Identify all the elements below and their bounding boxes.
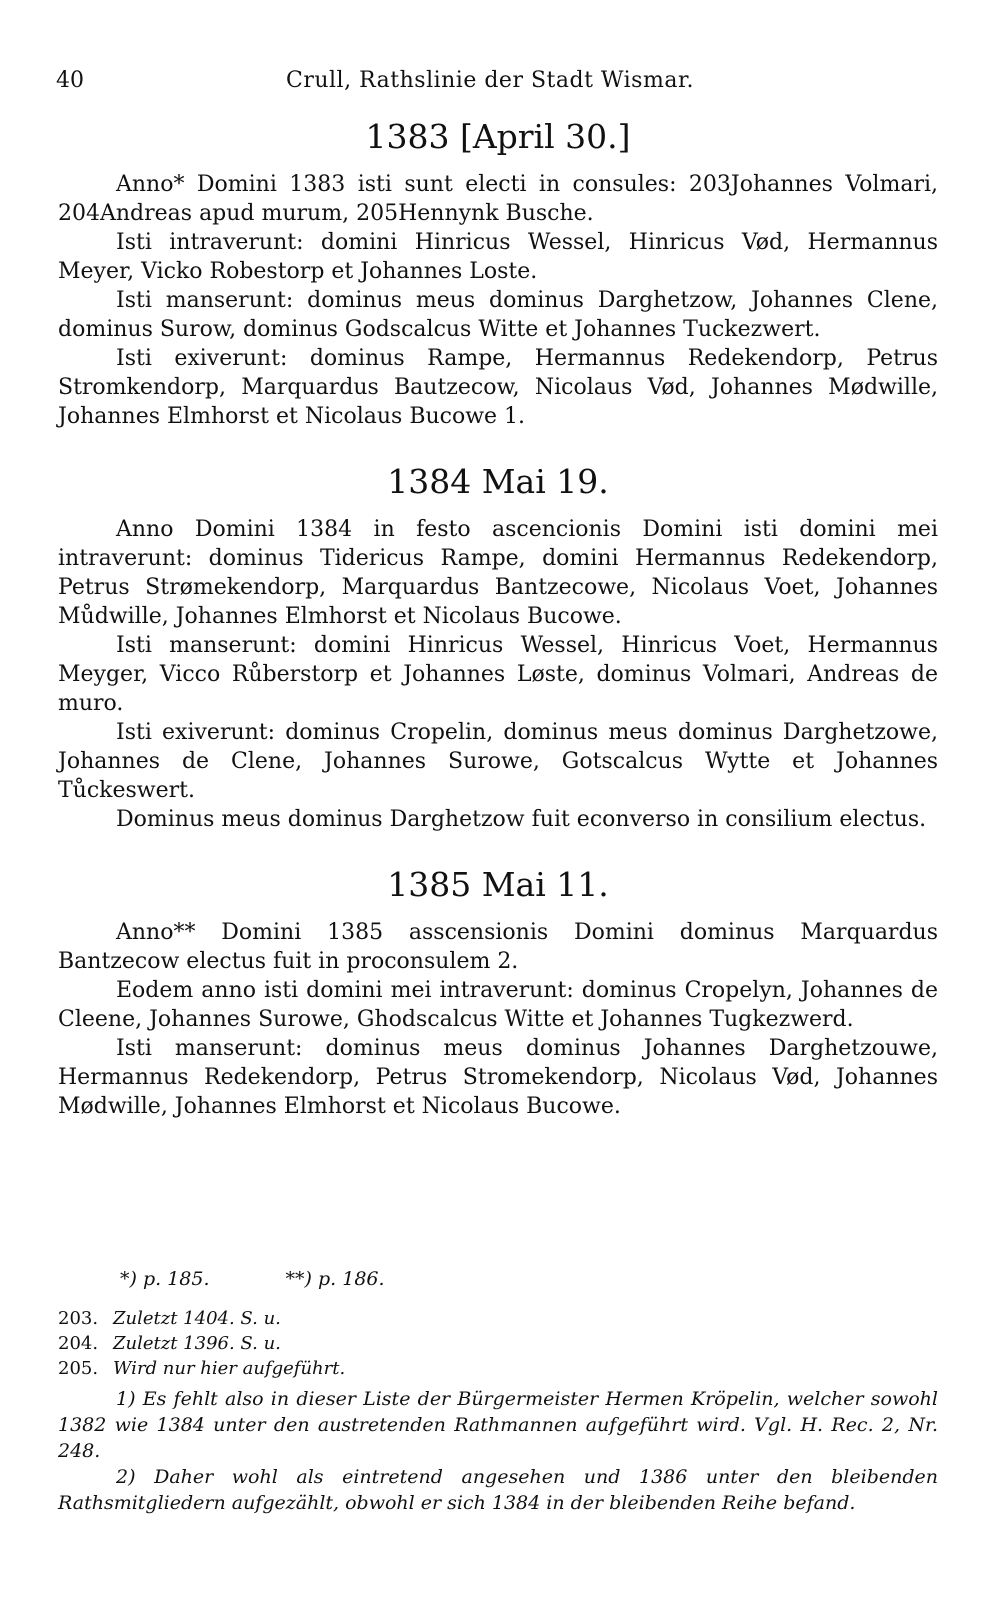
section-heading: 1383 [April 30.] <box>365 117 631 156</box>
note-text: Zuletzt 1404. S. u. <box>113 1308 281 1329</box>
note-number: 204. <box>58 1333 99 1354</box>
page-reference-note: **) p. 186. <box>285 1268 385 1290</box>
paragraph: Anno* Domini 1383 isti sunt electi in consules: 203Johannes Volmari, 204Andreas apud murum, 205Hennynk Busche. <box>58 172 938 226</box>
numbered-note <box>58 1306 345 1331</box>
page-reference-notes <box>120 1268 455 1290</box>
paragraph: Isti intraverunt: domini Hinricus Wessel, Hinricus Vød, Hermannus Meyer, Vicko Robestorp et Johannes Loste. <box>58 230 938 284</box>
paragraph: Isti manserunt: dominus meus dominus Darghetzow, Johannes Clene, dominus Surow, dominus Godscalcus Witte et Johannes Tuckezwert. <box>58 288 938 342</box>
page-number: 40 <box>56 68 84 93</box>
note-text: Zuletzt 1396. S. u. <box>113 1333 281 1354</box>
numbered-note <box>58 1356 345 1381</box>
section-heading: 1385 Mai 11. <box>387 865 609 904</box>
section-1385 <box>58 864 938 1121</box>
paragraph: Isti exiverunt: dominus Rampe, Hermannus Redekendorp, Petrus Stromkendorp, Marquardus Bautzecow, Nicolaus Vød, Johannes Mødwille, Johannes Elmhorst et Nicolaus Bucowe 1. <box>58 346 938 429</box>
paragraph: Anno** Domini 1385 asscensionis Domini dominus Marquardus Bantzecow electus fuit in proconsulem 2. <box>58 920 938 974</box>
paragraph: Eodem anno isti domini mei intraverunt: dominus Cropelyn, Johannes de Cleene, Johannes Surowe, Ghodscalcus Witte et Johannes Tugkezwerd. <box>58 978 938 1032</box>
numbered-notes <box>58 1306 345 1381</box>
numbered-note <box>58 1331 345 1356</box>
paragraph: Anno Domini 1384 in festo ascencionis Domini isti domini mei intraverunt: dominus Tidericus Rampe, domini Hermannus Redekendorp, Petrus Strømekendorp, Marquardus Bantzecowe, Nicolaus Voet, Johannes Můdwille, Johannes Elmhorst et Nicolaus Bucowe. <box>58 517 938 629</box>
footnotes <box>58 1386 938 1516</box>
footnote: 1) Es fehlt also in dieser Liste der Bürgermeister Hermen Kröpelin, welcher sowohl 1382 wie 1384 unter den austretenden Rathmannen aufgeführt wird. Vgl. H. Rec. 2, Nr. 248. <box>58 1388 938 1462</box>
main-text <box>58 116 938 1151</box>
section-1383 <box>58 116 938 431</box>
section-heading: 1384 Mai 19. <box>387 462 609 501</box>
note-number: 205. <box>58 1358 99 1379</box>
running-title: Crull, Rathslinie der Stadt Wismar. <box>286 68 695 93</box>
note-text: Wird nur hier aufgeführt. <box>113 1358 346 1379</box>
paragraph: Isti manserunt: dominus meus dominus Johannes Darghetzouwe, Hermannus Redekendorp, Petrus Stromekendorp, Nicolaus Vød, Johannes Mødwille, Johannes Elmhorst et Nicolaus Bucowe. <box>58 1036 938 1119</box>
running-header <box>56 68 936 98</box>
footnote: 2) Daher wohl als eintretend angesehen und 1386 unter den bleibenden Rathsmitgliedern aufgezählt, obwohl er sich 1384 in der bleibenden Reihe befand. <box>58 1466 938 1514</box>
paragraph: Isti exiverunt: dominus Cropelin, dominus meus dominus Darghetzowe, Johannes de Clene, Johannes Surowe, Gotscalcus Wytte et Johannes Tůckeswert. <box>58 720 938 803</box>
paragraph: Isti manserunt: domini Hinricus Wessel, Hinricus Voet, Hermannus Meyger, Vicco Růberstorp et Johannes Løste, dominus Volmari, Andreas de muro. <box>58 633 938 716</box>
paragraph: Dominus meus dominus Darghetzow fuit econverso in consilium electus. <box>116 807 927 832</box>
page-reference-note: *) p. 185. <box>120 1268 210 1290</box>
note-number: 203. <box>58 1308 99 1329</box>
section-1384 <box>58 461 938 834</box>
